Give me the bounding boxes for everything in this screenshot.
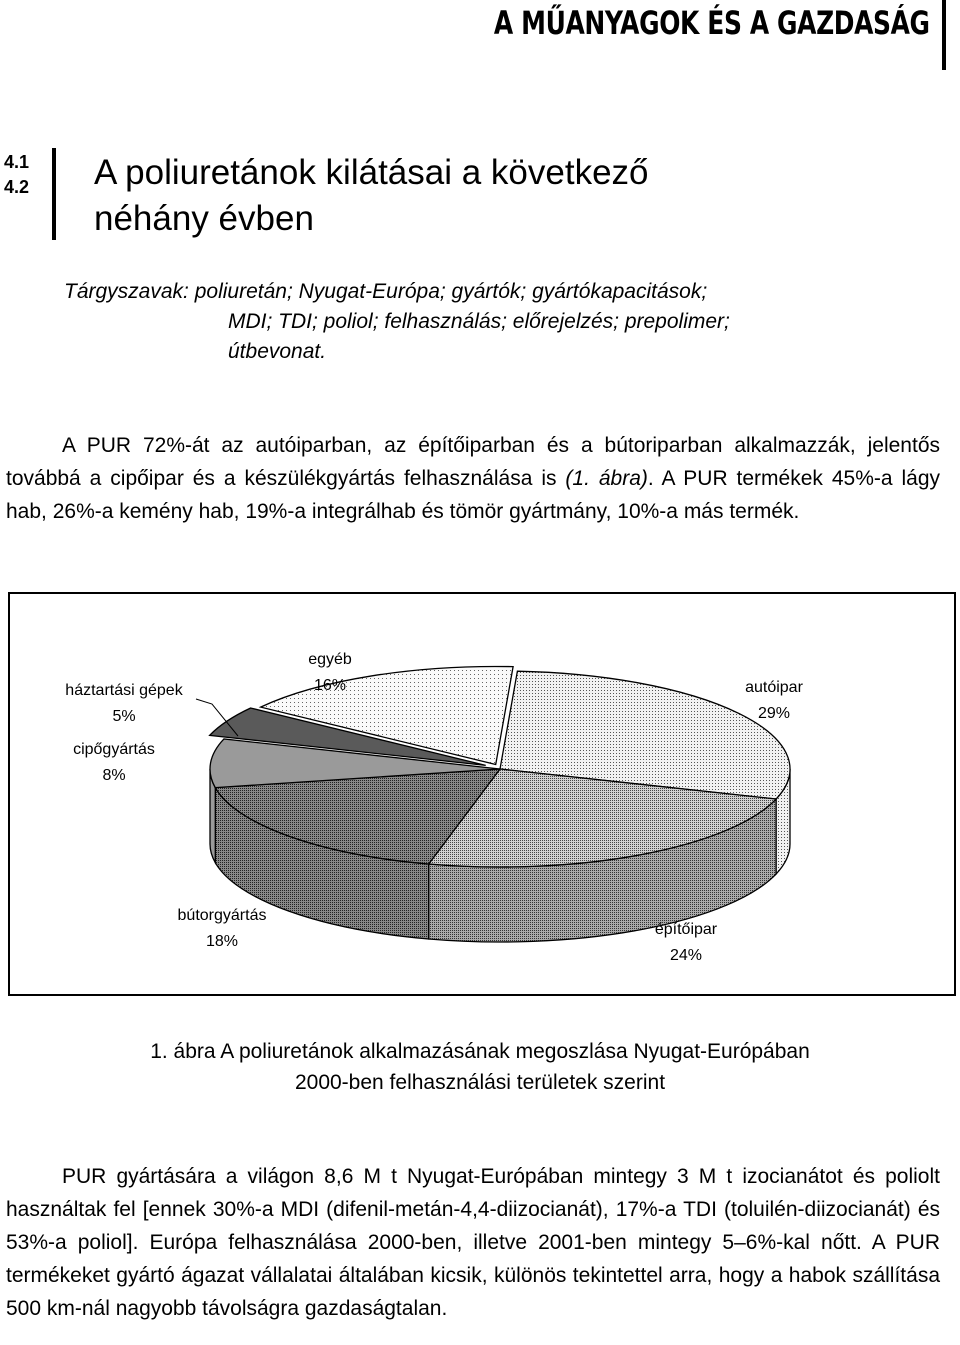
figure-reference: (1. ábra) (565, 467, 648, 490)
pie-value-label-0: 29% (757, 705, 791, 722)
paragraph-intro-text-b: . A PUR termékek 45%-a lágy hab, 26%-a kemény hab, 19%-a integrálhab és tömör gyártmány, 10%-a más termék. (6, 467, 940, 523)
pie-value-label-5: 16% (313, 677, 347, 694)
pie-value-label-4: 5% (112, 708, 136, 725)
keywords-label: Tárgyszavak: (64, 280, 189, 303)
pie-value-label-1: 24% (669, 947, 703, 964)
pie-chart-frame (8, 592, 956, 996)
pie-label-5: egyéb (308, 651, 352, 668)
pie-label-2: bútorgyártás (177, 907, 267, 924)
keywords-line-1: poliuretán; Nyugat-Európa; gyártók; gyártókapacitások; (194, 280, 708, 303)
figure-caption-line-2: 2000-ben felhasználási területek szerint (294, 1071, 666, 1094)
section-bar (52, 148, 56, 240)
keywords-line-2: MDI; TDI; poliol; felhasználás; előrejelzés; prepolimer; (228, 310, 730, 333)
figure-caption-line-1: 1. ábra A poliuretánok alkalmazásának megoszlása Nyugat-Európában (150, 1040, 810, 1063)
article-title (94, 150, 914, 242)
figure-caption (0, 1036, 960, 1098)
article-title-line-2: néhány évben (94, 199, 314, 238)
paragraph-production (6, 1160, 940, 1325)
section-numbers (4, 150, 29, 200)
section-number-2: 4.2 (4, 177, 30, 197)
pie-value-label-3: 8% (102, 767, 126, 784)
pie-label-0: autóipar (745, 679, 803, 696)
paragraph-production-text: PUR gyártására a világon 8,6 M t Nyugat-Európában mintegy 3 M t izocianátot és poliolt használtak fel [ennek 30%-a MDI (difenil-metán-4,4-diizocianát), 17%-a TDI (toluilén-diizocianát) és 53%-a poliol]. Európa felhasználása 2000-ben, illetve 2001-ben mintegy 5–6%-kal nőtt. A PUR termékeket gyártó ágazat vállalatai általában kicsik, különös tekintettel arra, hogy a habok szállítása 500 km-nál nagyobb távolságra gazdaságtalan. (6, 1165, 940, 1320)
paragraph-intro (6, 429, 940, 528)
pie-tops (210, 666, 790, 867)
paragraph-intro-text-a: A PUR 72%-át az autóiparban, az építőiparban és a bútoriparban alkalmazzák, jelentős továbbá a cipőipar és a készülékgyártás felhasználása is (6, 434, 940, 490)
article-title-line-1: A poliuretánok kilátásai a következő (94, 153, 649, 192)
pie-label-3: cipőgyártás (73, 741, 155, 758)
pie-label-4: háztartási gépek (65, 682, 183, 699)
pie-chart (10, 594, 954, 994)
header-rule (942, 0, 946, 70)
pie-value-label-2: 18% (205, 933, 239, 950)
keywords-line-3: útbevonat. (228, 340, 327, 363)
pie-label-1: építőipar (654, 921, 718, 938)
section-number-1: 4.1 (4, 152, 30, 172)
running-header-title: A MŰANYAGOK ÉS A GAZDASÁG (494, 4, 930, 42)
keywords-block (64, 277, 944, 367)
